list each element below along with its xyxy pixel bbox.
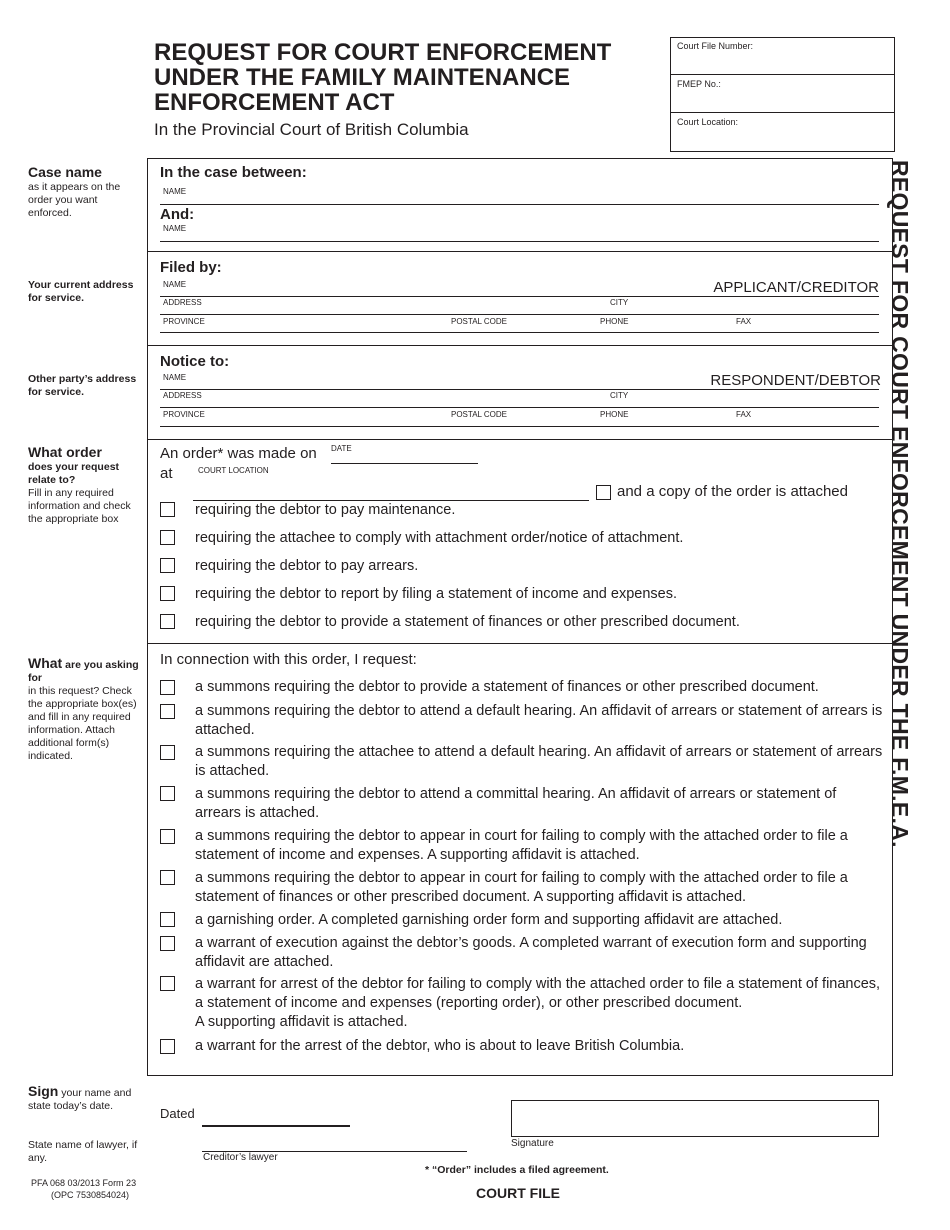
sign-help: your name and state today’s date. [28, 1087, 132, 1112]
vertical-form-title: REQUEST FOR COURT ENFORCEMENT UNDER THE F.M.E.A. [887, 160, 913, 848]
what-asking-help: in this request? Check the appropriate box(es) and fill in any required information. Attach additional form(s) indicated. [28, 685, 137, 762]
request-option-checkbox[interactable] [160, 745, 175, 760]
request-option-checkbox[interactable] [160, 704, 175, 719]
order-option: requiring the debtor to pay maintenance. [195, 502, 456, 518]
form-subtitle: In the Provincial Court of British Columbia [154, 120, 469, 139]
lawyer-label: Creditor’s lawyer [203, 1152, 278, 1163]
request-option: a summons requiring the attachee to attend a default hearing. An affidavit of arrears or statement of arrears is attached. [195, 744, 883, 779]
divider [148, 345, 892, 346]
opc-number: (OPC 7530854024) [51, 1190, 130, 1200]
applicant-role: APPLICANT/CREDITOR [713, 279, 879, 296]
name-label: NAME [163, 187, 187, 196]
case-name-heading: Case name [28, 164, 102, 180]
date-signed-field[interactable] [202, 1125, 350, 1127]
respondent-role: RESPONDENT/DEBTOR [710, 372, 881, 389]
fax-label: FAX [736, 317, 752, 326]
divider [148, 439, 892, 440]
request-option-checkbox[interactable] [160, 936, 175, 951]
province-label: PROVINCE [163, 410, 205, 419]
court-file-number-label: Court File Number: [677, 41, 754, 51]
title-line-3: ENFORCEMENT ACT [154, 89, 395, 116]
request-option-checkbox[interactable] [160, 870, 175, 885]
title-line-1: REQUEST FOR COURT ENFORCEMENT [154, 39, 612, 66]
notice-to-name-field[interactable] [160, 389, 879, 390]
filed-by-name-field[interactable] [160, 296, 879, 297]
copy-attached-checkbox[interactable] [596, 485, 611, 500]
what-order-help: Fill in any required information and check the appropriate box [28, 487, 131, 525]
case-between-heading: In the case between: [160, 164, 307, 181]
sidebar-your-address [28, 279, 140, 305]
phone-label: PHONE [600, 410, 629, 419]
address-label: ADDRESS [163, 298, 202, 307]
case-name-1-field[interactable] [160, 204, 879, 205]
court-location-label: Court Location: [677, 117, 739, 127]
postal-code-label: POSTAL CODE [451, 410, 508, 419]
request-option-checkbox[interactable] [160, 829, 175, 844]
fmep-number-field[interactable] [671, 76, 894, 113]
fax-label: FAX [736, 410, 752, 419]
order-option: requiring the debtor to report by filing a statement of income and expenses. [195, 586, 678, 602]
filed-by-province-field[interactable] [160, 332, 879, 333]
request-intro: In connection with this order, I request: [160, 651, 417, 668]
order-footnote: * “Order” includes a filed agreement. [425, 1164, 609, 1176]
request-option: a warrant for arrest of the debtor for failing to comply with the attached order to file a statement of finances, a statement of income and expenses (reporting order), or other prescribed document. [195, 976, 881, 1011]
what-asking-heading: What [28, 655, 63, 671]
filed-by-address-field[interactable] [160, 314, 879, 315]
request-option-continuation: A supporting affidavit is attached. [195, 1014, 408, 1030]
request-option-checkbox[interactable] [160, 1039, 175, 1054]
province-label: PROVINCE [163, 317, 205, 326]
court-location-field[interactable] [671, 114, 894, 151]
request-option: a warrant of execution against the debtor’s goods. A completed warrant of execution form and supporting affidavit are attached. [195, 935, 867, 970]
request-option-checkbox[interactable] [160, 786, 175, 801]
request-option: a summons requiring the debtor to provide a statement of finances or other prescribed document. [195, 679, 819, 695]
sidebar-what-order [28, 446, 140, 526]
filed-by-heading: Filed by: [160, 259, 222, 276]
what-order-bold: does your request relate to? [28, 461, 120, 486]
order-option: requiring the debtor to pay arrears. [195, 558, 419, 574]
case-name-2-field[interactable] [160, 241, 879, 242]
sidebar-case-name [28, 166, 140, 220]
what-order-heading: What order [28, 444, 102, 460]
request-option-checkbox[interactable] [160, 912, 175, 927]
request-option: a summons requiring the debtor to appear in court for failing to comply with the attached order to file a statement of finances or other prescribed document. A supporting affidavit is attached. [195, 870, 848, 905]
order-option-checkbox[interactable] [160, 614, 175, 629]
order-option: requiring the debtor to provide a statement of finances or other prescribed document. [195, 614, 740, 630]
request-option: a summons requiring the debtor to attend a committal hearing. An affidavit of arrears or statement of arrears is attached. [195, 786, 837, 821]
order-option-checkbox[interactable] [160, 530, 175, 545]
at-text: at [160, 465, 173, 482]
notice-to-heading: Notice to: [160, 353, 230, 370]
order-made-on-text: An order* was made on [160, 445, 317, 462]
signature-label: Signature [511, 1138, 554, 1149]
notice-to-address-field[interactable] [160, 407, 879, 408]
city-label: CITY [610, 391, 629, 400]
request-option: a summons requiring the debtor to appear in court for failing to comply with the attached order to file a statement of income and expenses. A supporting affidavit is attached. [195, 828, 848, 863]
form-title [154, 40, 654, 115]
date-label: DATE [331, 444, 352, 453]
title-line-2: UNDER THE FAMILY MAINTENANCE [154, 64, 571, 91]
request-option: a warrant for the arrest of the debtor, who is about to leave British Columbia. [195, 1038, 685, 1054]
city-label: CITY [610, 298, 629, 307]
fmep-number-label: FMEP No.: [677, 79, 721, 89]
court-location-label: COURT LOCATION [198, 466, 269, 475]
sidebar-lawyer [28, 1139, 140, 1165]
form-number: PFA 068 03/2013 Form 23 [31, 1178, 137, 1188]
address-label: ADDRESS [163, 391, 202, 400]
request-option: a summons requiring the debtor to attend a default hearing. An affidavit of arrears or statement of arrears is attached. [195, 703, 883, 738]
request-option-checkbox[interactable] [160, 976, 175, 991]
order-date-field[interactable] [331, 463, 478, 464]
name-label: NAME [163, 224, 187, 233]
what-asking-bold: are you asking for [28, 659, 139, 684]
sidebar-sign [28, 1085, 140, 1113]
court-file-footer: COURT FILE [476, 1185, 560, 1201]
request-option: a garnishing order. A completed garnishing order form and supporting affidavit are attached. [195, 912, 783, 928]
notice-to-province-field[interactable] [160, 426, 879, 427]
dated-label: Dated [160, 1106, 195, 1121]
name-label: NAME [163, 373, 187, 382]
name-label: NAME [163, 280, 187, 289]
lawyer-help: State name of lawyer, if any. [28, 1139, 138, 1164]
order-option: requiring the attachee to comply with attachment order/notice of attachment. [195, 530, 684, 546]
sidebar-other-address [28, 373, 140, 399]
and-heading: And: [160, 206, 195, 223]
signature-box[interactable] [511, 1100, 879, 1137]
request-option-checkbox[interactable] [160, 680, 175, 695]
sidebar-what-asking [28, 657, 140, 763]
phone-label: PHONE [600, 317, 629, 326]
sign-heading: Sign [28, 1083, 59, 1099]
court-file-number-field[interactable] [671, 38, 894, 75]
postal-code-label: POSTAL CODE [451, 317, 508, 326]
divider [148, 251, 892, 252]
case-name-help: as it appears on the order you want enforced. [28, 181, 121, 219]
other-address-help: Other party’s address for service. [28, 373, 137, 398]
order-option-checkbox[interactable] [160, 558, 175, 573]
court-file-box [670, 37, 895, 152]
order-option-checkbox[interactable] [160, 586, 175, 601]
your-address-help: Your current address for service. [28, 279, 134, 304]
copy-attached-text: and a copy of the order is attached [617, 483, 848, 500]
order-option-checkbox[interactable] [160, 502, 175, 517]
divider [148, 643, 892, 644]
